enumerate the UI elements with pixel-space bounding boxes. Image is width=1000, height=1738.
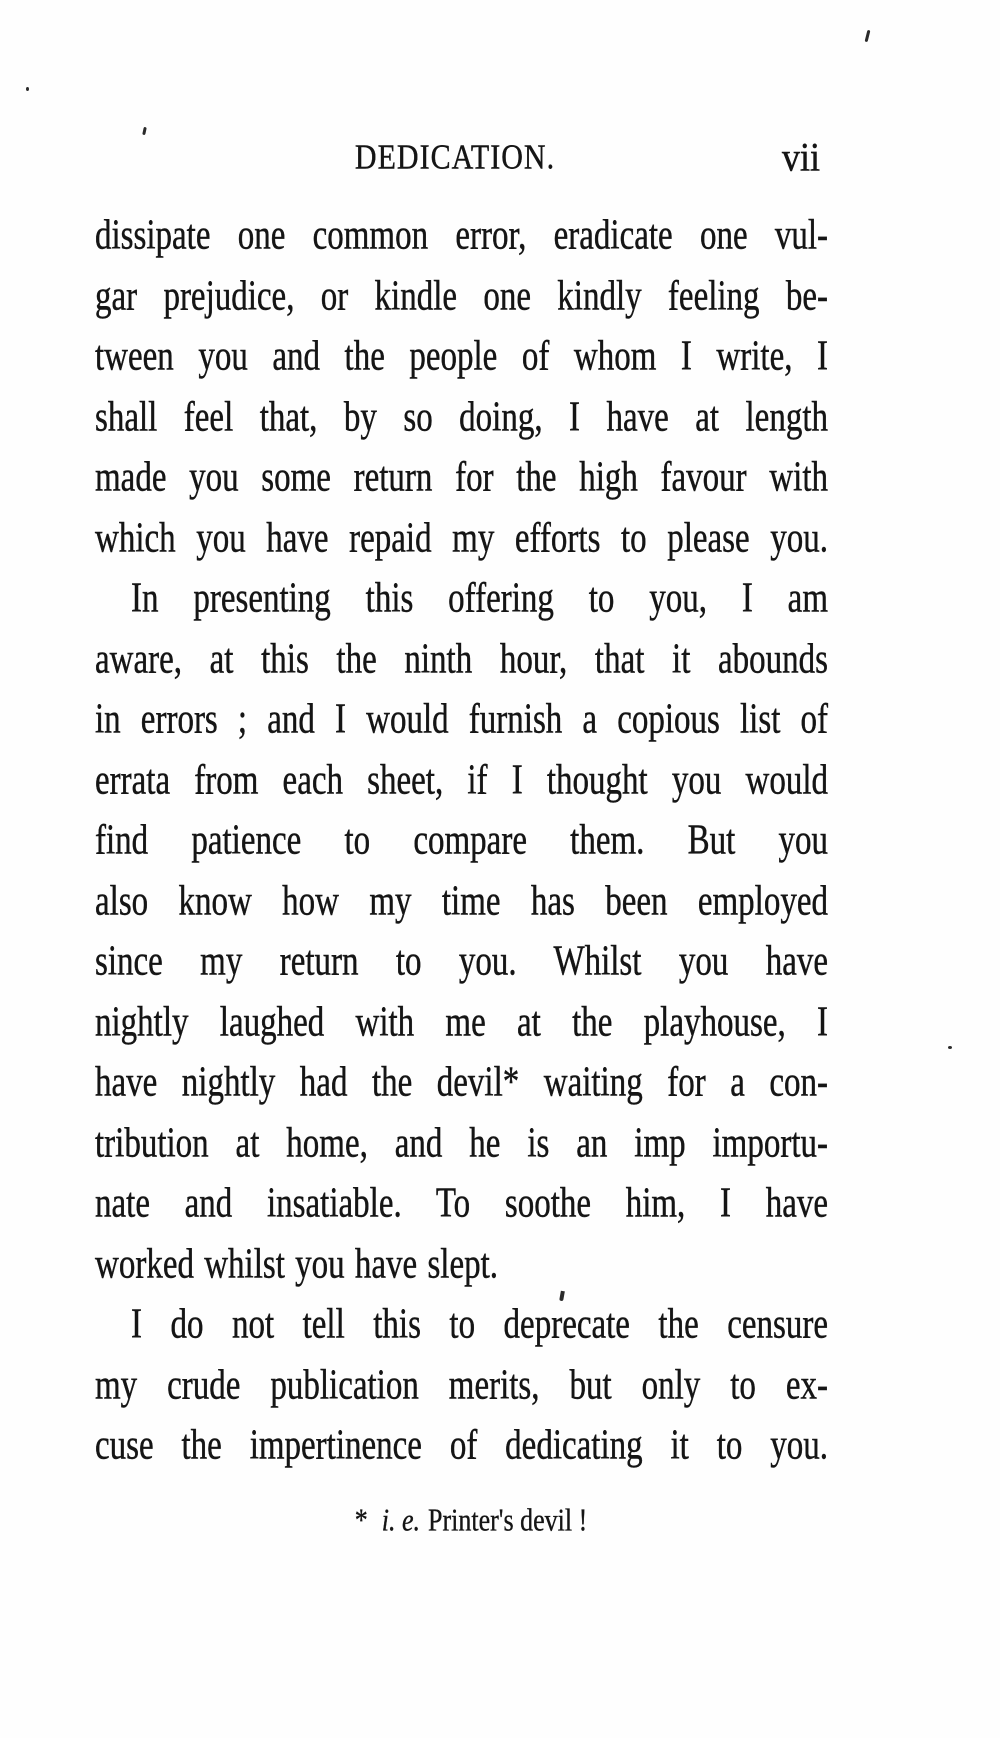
text-line: tribution at home, and he is an imp importu- [95, 1120, 828, 1167]
text-line: dissipate one common error, eradicate one vul- [95, 212, 828, 259]
scan-speck [26, 87, 29, 91]
text-line: made you some return for the high favour with [95, 454, 828, 501]
text-line: my crude publication merits, but only to ex- [95, 1362, 828, 1409]
text-line: find patience to compare them. But you [95, 817, 828, 864]
text-line: errata from each sheet, if I thought you would [95, 757, 828, 804]
text-line: In presenting this offering to you, I am [131, 575, 828, 622]
footnote [95, 1491, 847, 1551]
text-line: also know how my time has been employed [95, 878, 828, 925]
text-line: which you have repaid my efforts to please you. [95, 515, 828, 562]
text-line: nightly laughed with me at the playhouse, I [95, 999, 828, 1046]
text-line: in errors ; and I would furnish a copious list of [95, 696, 828, 743]
text-line: worked whilst you have slept. [95, 1241, 499, 1288]
scan-speck [142, 127, 147, 135]
scan-speck [948, 1046, 952, 1049]
running-head-title: DEDICATION. [354, 137, 556, 177]
text-line: gar prejudice, or kindle one kindly feeling be- [95, 273, 828, 320]
text-line: since my return to you. Whilst you have [95, 938, 828, 985]
page-number: vii [781, 134, 820, 180]
text-line: cuse the impertinence of dedicating it to you. [95, 1422, 828, 1469]
footnote-asterisk-marker: * [354, 1503, 368, 1538]
text-line: have nightly had the devil* waiting for a con- [95, 1059, 828, 1106]
text-line: tween you and the people of whom I write, I [95, 333, 828, 380]
footnote-text: Printer's devil ! [428, 1503, 588, 1538]
dedication-body-text [95, 206, 828, 1477]
scan-speck [865, 30, 871, 42]
text-line: aware, at this the ninth hour, that it abounds [95, 636, 828, 683]
footnote-abbreviation: i. e. [381, 1503, 421, 1538]
text-line: I do not tell this to deprecate the censure [131, 1301, 828, 1348]
text-line: shall feel that, by so doing, I have at length [95, 394, 828, 441]
text-line: nate and insatiable. To soothe him, I have [95, 1180, 828, 1227]
